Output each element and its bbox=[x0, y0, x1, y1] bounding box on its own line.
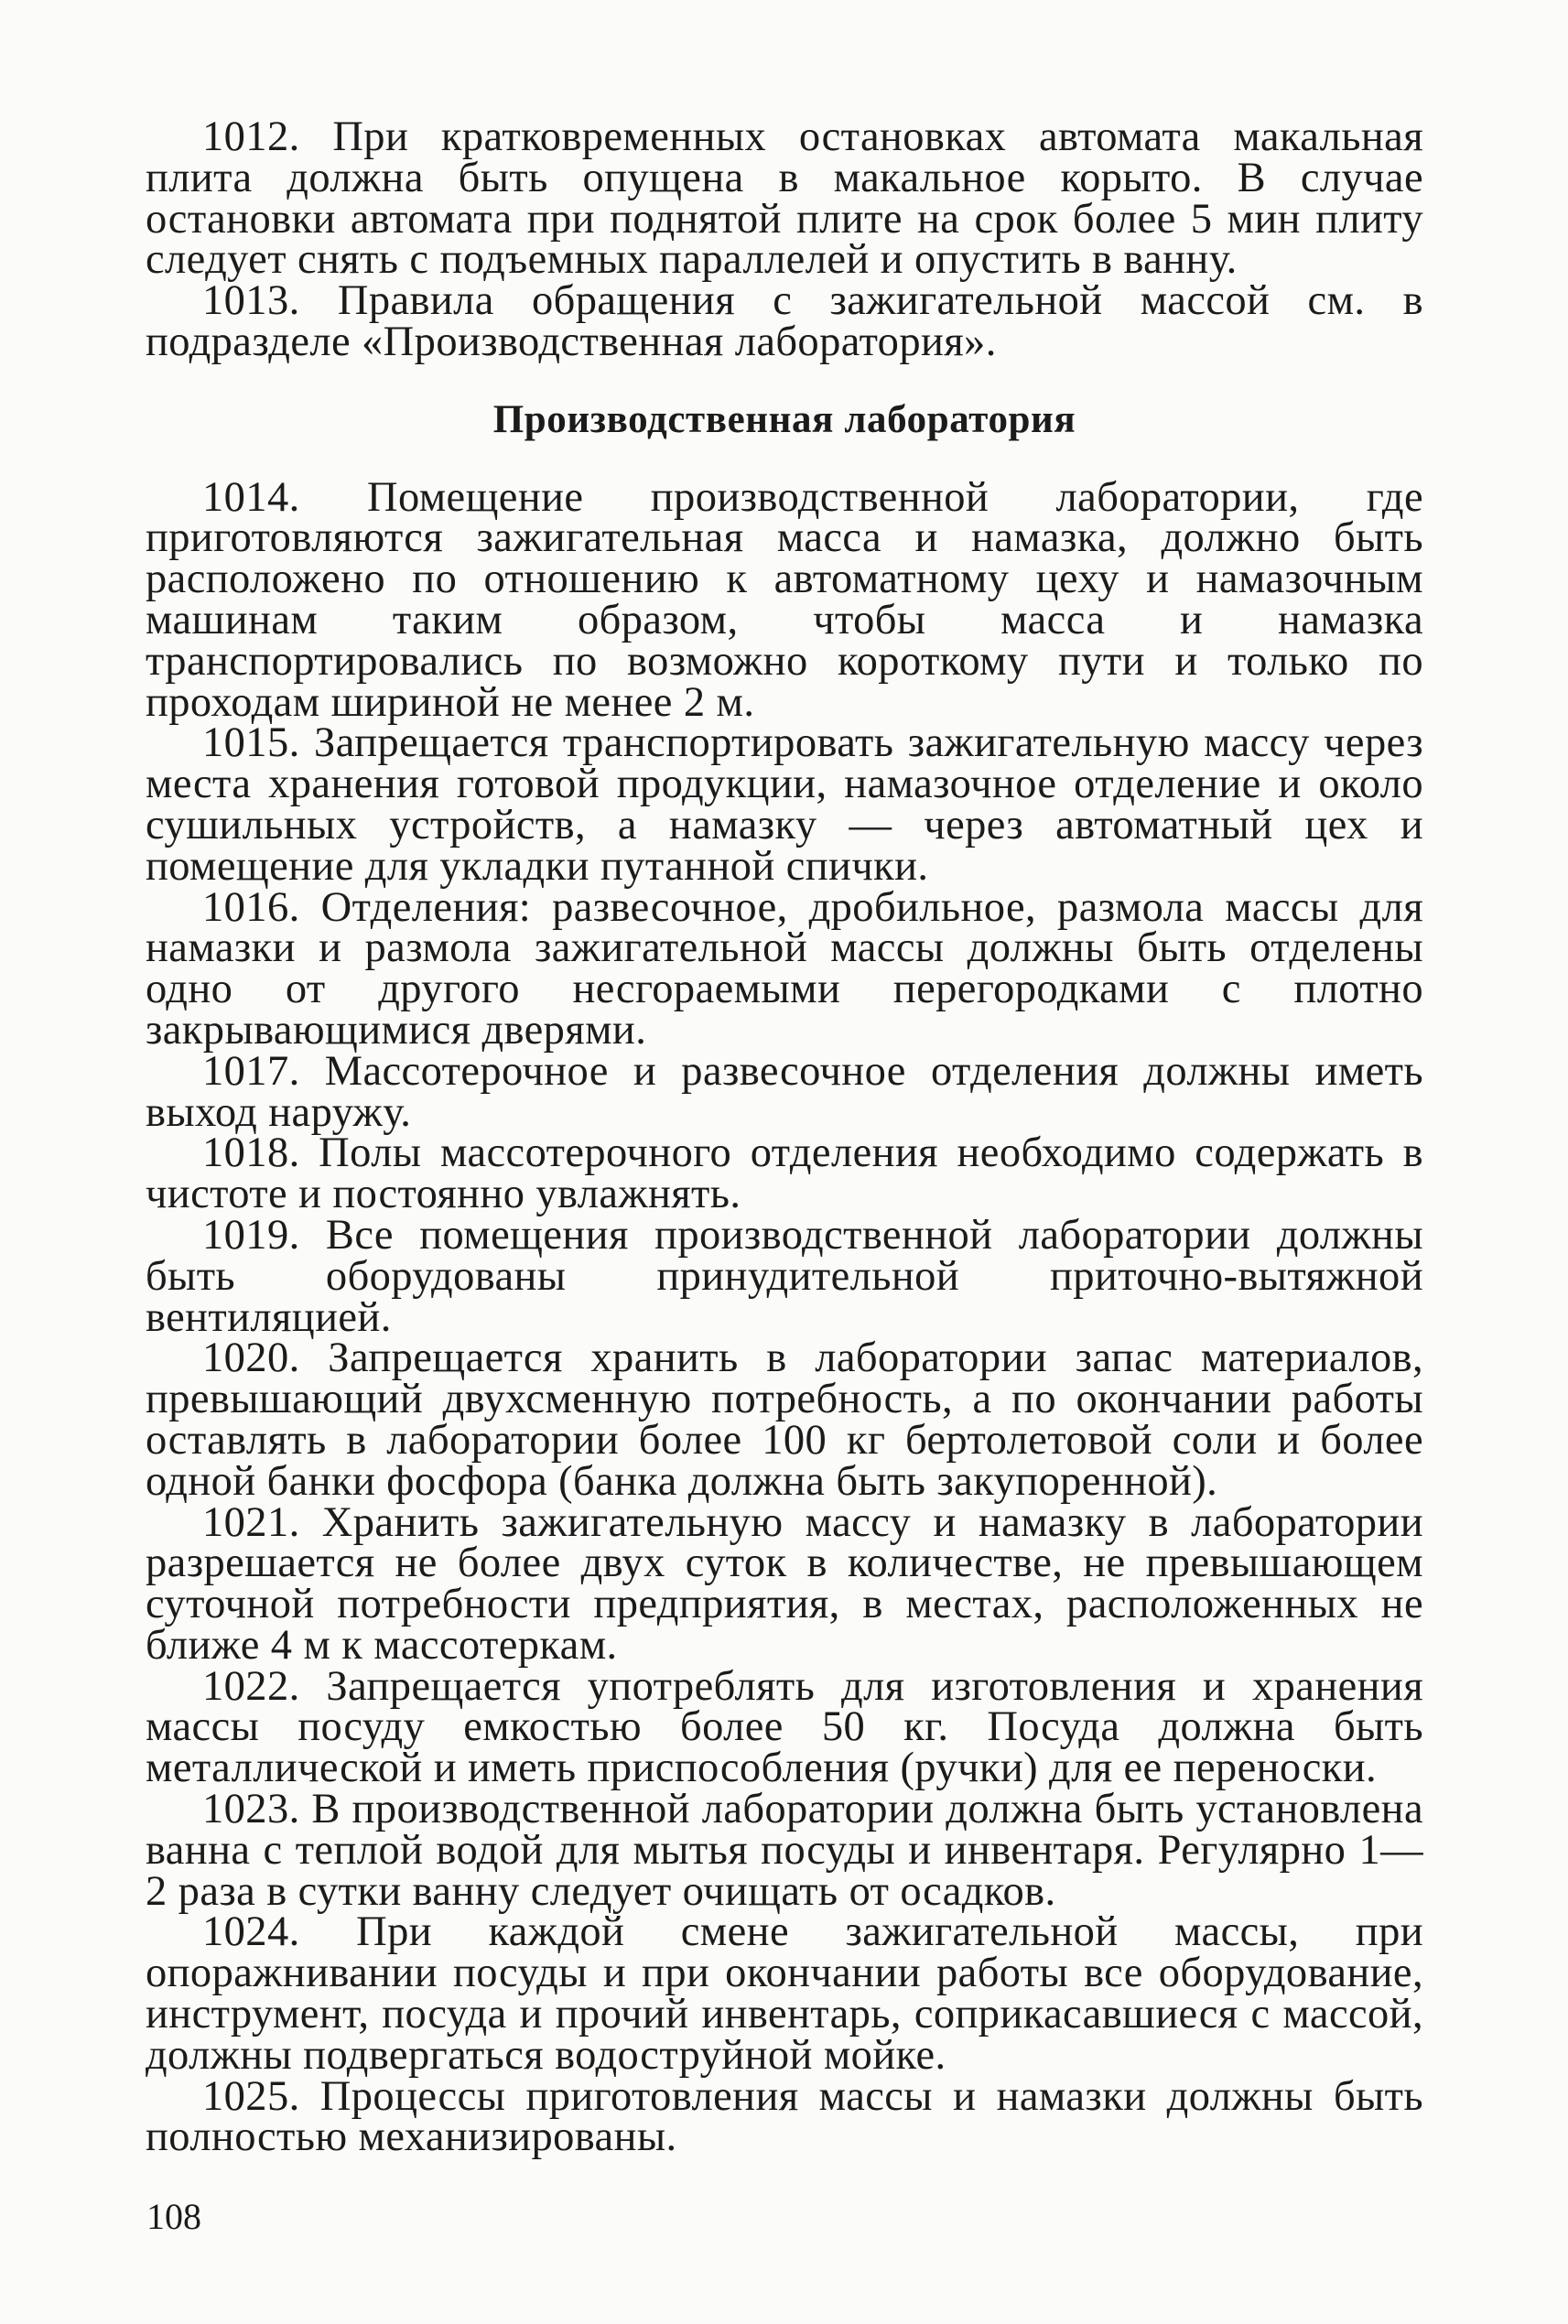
paragraph-1019 bbox=[146, 1211, 1423, 1341]
paragraph-number: 1015. bbox=[202, 719, 300, 767]
paragraph-text: Запрещается употреблять для изготовления и хранения массы посуду емкостью более 50 кг. Посуда должна быть металлической и иметь приспособления (ручки) для ее переноски. bbox=[146, 1662, 1423, 1792]
text-column bbox=[146, 113, 1424, 2161]
paragraph-text: При каждой смене зажигательной массы, при опоражнивании посуды и при окончании работы все оборудование, инструмент, посуда и прочий инвентарь, соприкасавшиеся с массой, должны подвергаться водоструйной мойке. bbox=[146, 1908, 1424, 2079]
paragraph-text: Запрещается транспортировать зажигательную массу через места хранения готовой продукции, намазочное отделение и около сушильных устройств, а намазку — через автоматный цех и помещение для укладки путанной спички. bbox=[146, 719, 1423, 890]
paragraph-text: Отделения: развесочное, дробильное, размола массы для намазки и размола зажигательной массы должны быть отделены одно от другого несгораемыми перегородками с плотно закрывающимися дверями. bbox=[146, 883, 1423, 1054]
paragraph-number: 1019. bbox=[202, 1211, 300, 1259]
paragraph-1014 bbox=[146, 473, 1423, 726]
paragraph-number: 1020. bbox=[202, 1335, 300, 1382]
paragraph-1025 bbox=[146, 2072, 1423, 2161]
paragraph-text: В производственной лаборатории должна быть установлена ванна с теплой водой для мытья посуды и инвентаря. Регулярно 1—2 раза в сутки ванну следует очищать от осадков. bbox=[146, 1786, 1423, 1915]
paragraph-number: 1014. bbox=[202, 473, 300, 521]
paragraph-text: Полы массотерочного отделения необходимо содержать в чистоте и постоянно увлажнять. bbox=[146, 1130, 1423, 1218]
paragraph-text: Помещение производственной лаборатории, где приготовляются зажигательная масса и намазка, должно быть расположено по отношению к автоматному цеху и намазочным машинам таким образом, чтобы масса и намазка транспортировались по возможно короткому пути и только по проходам шириной не менее 2 м. bbox=[146, 473, 1423, 726]
paragraph-number: 1021. bbox=[202, 1498, 300, 1546]
paragraph-1016 bbox=[146, 883, 1423, 1054]
paragraph-1022 bbox=[146, 1662, 1423, 1792]
paragraph-number: 1018. bbox=[202, 1130, 300, 1177]
paragraph-number: 1025. bbox=[202, 2072, 300, 2120]
page-number: 108 bbox=[146, 2196, 201, 2237]
paragraph-number: 1012. bbox=[202, 113, 300, 160]
paragraph-1020 bbox=[146, 1335, 1423, 1505]
paragraph-text: Массотерочное и развесочное отделения должны иметь выход наружу. bbox=[146, 1047, 1424, 1136]
paragraph-number: 1022. bbox=[202, 1662, 300, 1710]
paragraph-1012 bbox=[146, 113, 1424, 284]
paragraph-1023 bbox=[146, 1786, 1423, 1915]
paragraph-1015 bbox=[146, 719, 1423, 890]
paragraph-text: Хранить зажигательную массу и намазку в лаборатории разрешается не более двух суток в количестве, не превышающем суточной потребности предприятия, в местах, расположенных не ближе 4 м к массотеркам. bbox=[146, 1498, 1423, 1669]
paragraph-number: 1013. bbox=[202, 277, 300, 325]
paragraph-1018 bbox=[146, 1130, 1423, 1218]
paragraph-1024 bbox=[146, 1908, 1424, 2079]
paragraph-text: Правила обращения с зажигательной массой см. в подразделе «Производственная лаборатория». bbox=[146, 277, 1423, 365]
paragraph-number: 1017. bbox=[202, 1047, 300, 1095]
paragraph-text: При кратковременных остановках автомата макальная плита должна быть опущена в макальное корыто. В случае остановки автомата при поднятой плите на срок более 5 мин плиту следует снять с подъемных параллелей и опустить в ванну. bbox=[146, 113, 1424, 284]
paragraph-1017 bbox=[146, 1047, 1424, 1136]
paragraph-number: 1024. bbox=[202, 1908, 300, 1956]
paragraph-text: Запрещается хранить в лаборатории запас материалов, превышающий двухсменную потребность, а по окончании работы оставлять в лаборатории более 100 кг бертолетовой соли и более одной банки фосфора (банка должна быть закупоренной). bbox=[146, 1335, 1423, 1505]
paragraph-number: 1023. bbox=[202, 1786, 300, 1833]
paragraph-number: 1016. bbox=[202, 883, 300, 931]
paragraph-1013 bbox=[146, 277, 1423, 365]
paragraph-text: Все помещения производственной лаборатории должны быть оборудованы принудительной приточно-вытяжной вентиляцией. bbox=[146, 1211, 1423, 1341]
section-heading: Производственная лаборатория bbox=[492, 397, 1076, 441]
paragraph-1021 bbox=[146, 1498, 1423, 1669]
paragraph-text: Процессы приготовления массы и намазки должны быть полностью механизированы. bbox=[146, 2072, 1423, 2161]
